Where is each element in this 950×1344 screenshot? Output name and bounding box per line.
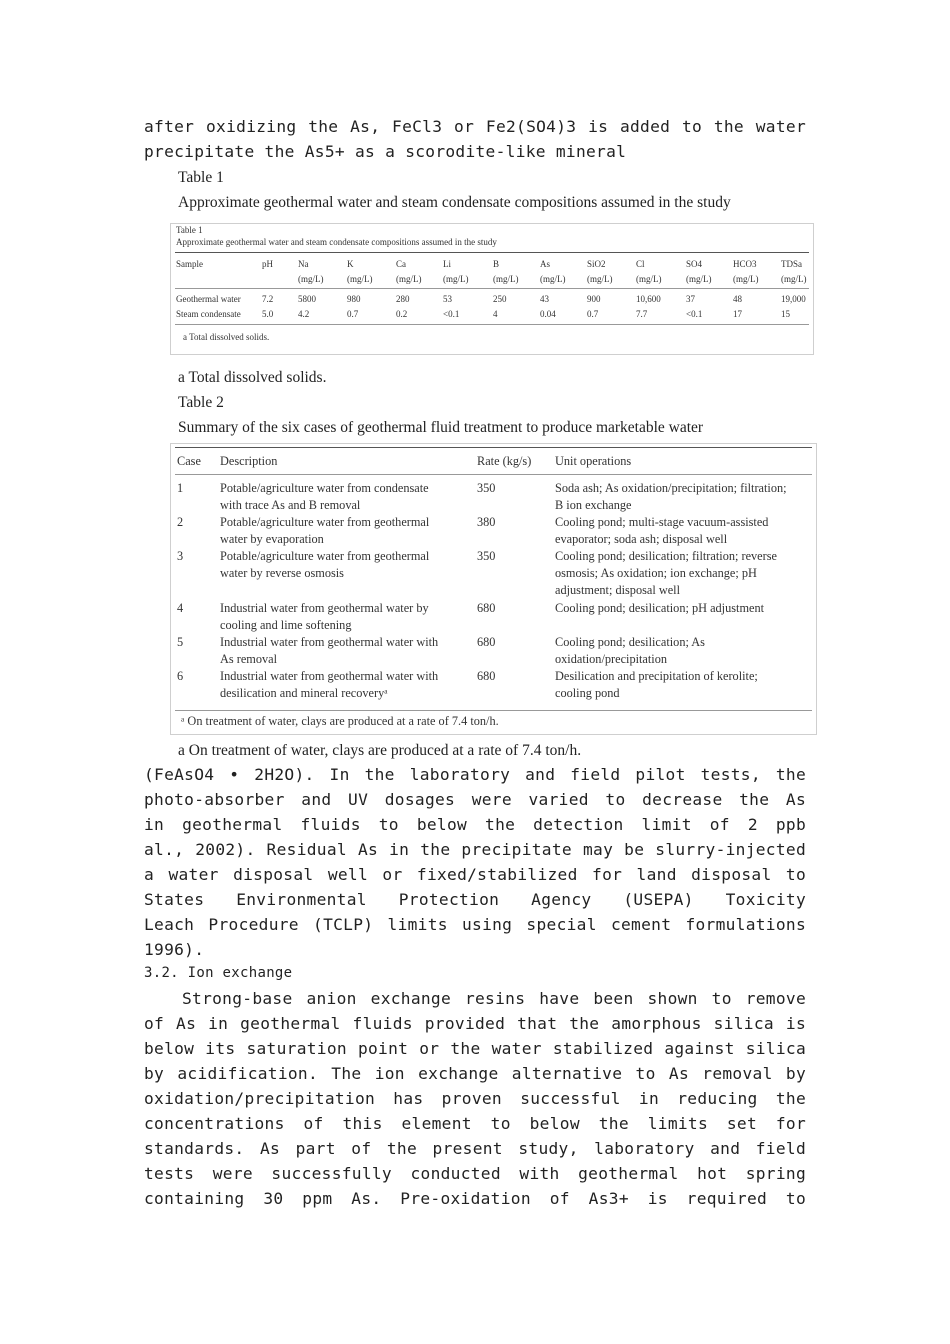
table1-header-cell: Cl	[636, 259, 645, 269]
table2-operations-line: B ion exchange	[555, 498, 632, 512]
table2-description-line: As removal	[220, 652, 278, 666]
table2-header-cell: Rate (kg/s)	[477, 454, 532, 468]
table2-rate-cell: 380	[477, 515, 496, 529]
table1-cell: 0.2	[396, 309, 408, 319]
table1-cell: Steam condensate	[176, 309, 241, 319]
table1-header-unit: (mg/L)	[347, 274, 373, 284]
table2-image	[170, 443, 817, 735]
table1-image-title: Table 1	[176, 225, 203, 235]
text-line: after oxidizing the As, FeCl3 or Fe2(SO4)3 is added to the water	[144, 117, 806, 136]
table1-cell: 4	[493, 309, 498, 319]
text-line: precipitate the As5+ as a scorodite-like mineral	[144, 142, 627, 161]
table1-header-cell: As	[540, 259, 551, 269]
table1-cell: <0.1	[686, 309, 703, 319]
table2-description-line: Industrial water from geothermal water by	[220, 601, 429, 615]
table1-cell: 48	[733, 294, 742, 304]
table1-cell: 10,600	[636, 294, 661, 304]
table2-description-line: with trace As and B removal	[220, 498, 361, 512]
text-line: (FeAsO4 • 2H2O). In the laboratory and field pilot tests, the	[144, 765, 806, 784]
table1-header-cell: Na	[298, 259, 309, 269]
table1-header-cell: Li	[443, 259, 451, 269]
table2-operations-line: Soda ash; As oxidation/precipitation; filtration;	[555, 481, 787, 495]
table1-header-unit: (mg/L)	[733, 274, 759, 284]
table1-header-cell: Sample	[176, 259, 203, 269]
table1-cell: 7.7	[636, 309, 648, 319]
table1-cell: 0.04	[540, 309, 556, 319]
table2-description-line: water by reverse osmosis	[220, 566, 344, 580]
table1-header-unit: (mg/L)	[443, 274, 469, 284]
table2-description-line: Potable/agriculture water from geothermal	[220, 549, 430, 563]
table1-header-unit: (mg/L)	[298, 274, 324, 284]
table1-cell: 5.0	[262, 309, 274, 319]
table1-cell: 980	[347, 294, 361, 304]
table2-header-cell: Unit operations	[555, 454, 632, 468]
table1-header-unit: (mg/L)	[636, 274, 662, 284]
text-line: Leach Procedure (TCLP) limits using special cement formulations	[144, 915, 806, 934]
table2-operations-line: Cooling pond; desilication; filtration; reverse	[555, 549, 777, 563]
table2-header-cell: Description	[220, 454, 278, 468]
table1-header-unit: (mg/L)	[396, 274, 422, 284]
table1-header-cell: pH	[262, 259, 273, 269]
text-line: States Environmental Protection Agency (USEPA) Toxicity	[144, 890, 806, 909]
table-rule	[175, 474, 812, 475]
table2-rate-cell: 680	[477, 601, 496, 615]
table-rule	[175, 288, 809, 289]
text-line: photo-absorber and UV dosages were varied to decrease the As	[144, 790, 806, 809]
table1-header-cell: SO4	[686, 259, 703, 269]
text-line: oxidation/precipitation has proven successful in reducing the	[144, 1089, 806, 1108]
text-line: 1996).	[144, 940, 205, 959]
table1-header-cell: HCO3	[733, 259, 757, 269]
table1-header-cell: B	[493, 259, 500, 269]
table1-cell: 7.2	[262, 294, 274, 304]
table2-operations-line: adjustment; disposal well	[555, 583, 681, 597]
table2-case-cell: 5	[177, 635, 184, 649]
table2-description-line: cooling and lime softening	[220, 618, 352, 632]
table1-cell: <0.1	[443, 309, 460, 319]
text-line: Strong-base anion exchange resins have been shown to remove	[182, 989, 806, 1008]
table2-description-line: Industrial water from geothermal water with	[220, 635, 439, 649]
table-rule	[175, 252, 809, 253]
table2-operations-line: osmosis; As oxidation; ion exchange; pH	[555, 566, 757, 580]
table1-cell: 280	[396, 294, 410, 304]
table1-cell: 53	[443, 294, 452, 304]
table1-cell: 250	[493, 294, 507, 304]
table2-case-cell: 2	[177, 515, 184, 529]
table2-footnote: a On treatment of water, clays are produced at a rate of 7.4 ton/h.	[178, 742, 582, 759]
table2-description-line: desilication and mineral recoveryᵃ	[220, 686, 388, 700]
table1-cell: 0.7	[587, 309, 599, 319]
table2-case-cell: 3	[177, 549, 184, 563]
text-line: containing 30 ppm As. Pre-oxidation of As3+ is required to	[144, 1189, 806, 1208]
table2-operations-line: Cooling pond; desilication; As	[555, 635, 705, 649]
table1-cell: 43	[540, 294, 549, 304]
table1-image	[170, 223, 814, 355]
table2-operations-line: cooling pond	[555, 686, 620, 700]
table1-header-cell: K	[347, 259, 354, 269]
table1-cell: 37	[686, 294, 695, 304]
table2-description-line: Industrial water from geothermal water with	[220, 669, 439, 683]
text-line: in geothermal fluids to below the detection limit of 2 ppb	[144, 815, 806, 834]
section-paragraph	[144, 986, 806, 1211]
table-rule	[175, 447, 812, 448]
text-line: standards. As part of the present study, laboratory and field	[144, 1139, 806, 1158]
table1-header-unit: (mg/L)	[781, 274, 807, 284]
text-line: below its saturation point or the water stabilized against silica	[144, 1039, 806, 1058]
table1-header-unit: (mg/L)	[587, 274, 613, 284]
table2-description-line: water by evaporation	[220, 532, 324, 546]
table1-header-unit: (mg/L)	[686, 274, 712, 284]
table1-label: Table 1	[178, 169, 224, 186]
table1-image-footnote: a Total dissolved solids.	[183, 332, 270, 342]
table2-caption: Summary of the six cases of geothermal fluid treatment to produce marketable water	[178, 419, 704, 436]
table2-header-cell: Case	[177, 454, 201, 468]
table2-operations-line: Cooling pond; multi-stage vacuum-assisted	[555, 515, 769, 529]
table1-cell: Geothermal water	[176, 294, 241, 304]
table2-case-cell: 6	[177, 669, 184, 683]
table-rule	[175, 710, 812, 711]
continuation-paragraph	[144, 762, 806, 962]
table1-caption: Approximate geothermal water and steam condensate compositions assumed in the study	[178, 194, 731, 211]
table2-label: Table 2	[178, 394, 224, 411]
table1-cell: 0.7	[347, 309, 359, 319]
table1-header-cell: Ca	[396, 259, 406, 269]
table2-rate-cell: 680	[477, 669, 496, 683]
table1-cell: 17	[733, 309, 742, 319]
table2-rate-cell: 350	[477, 549, 496, 563]
table2-description-line: Potable/agriculture water from condensate	[220, 481, 429, 495]
text-line: by acidification. The ion exchange alternative to As removal by	[144, 1064, 806, 1083]
table1-header-cell: SiO2	[587, 259, 606, 269]
table1-footnote: a Total dissolved solids.	[178, 369, 327, 386]
table2-case-cell: 4	[177, 601, 184, 615]
table1-cell: 900	[587, 294, 601, 304]
text-line: tests were successfully conducted with geothermal hot spring	[144, 1164, 806, 1183]
text-line: a water disposal well or fixed/stabilized for land disposal to	[144, 865, 806, 884]
table1-cell: 15	[781, 309, 790, 319]
table2-operations-line: oxidation/precipitation	[555, 652, 668, 666]
table1-cell: 5800	[298, 294, 316, 304]
table1-header-unit: (mg/L)	[493, 274, 519, 284]
table2-rate-cell: 350	[477, 481, 496, 495]
table1-header-cell: TDSa	[781, 259, 802, 269]
section-heading: 3.2. Ion exchange	[144, 965, 293, 981]
table1-cell: 19,000	[781, 294, 806, 304]
table1-header-unit: (mg/L)	[540, 274, 566, 284]
table2-case-cell: 1	[177, 481, 184, 495]
intro-paragraph	[144, 114, 806, 164]
table2-image-footnote: ᵃ On treatment of water, clays are produced at a rate of 7.4 ton/h.	[181, 714, 499, 728]
table2-rate-cell: 680	[477, 635, 496, 649]
table2-operations-line: evaporator; soda ash; disposal well	[555, 532, 728, 546]
table1-image-subtitle: Approximate geothermal water and steam condensate compositions assumed in the study	[176, 237, 497, 247]
table-rule	[175, 324, 809, 325]
table2-description-line: Potable/agriculture water from geothermal	[220, 515, 430, 529]
table2-operations-line: Cooling pond; desilication; pH adjustment	[555, 601, 765, 615]
text-line: al., 2002). Residual As in the precipitate may be slurry-injected	[144, 840, 806, 859]
table1-cell: 4.2	[298, 309, 310, 319]
text-line: of As in geothermal fluids provided that the amorphous silica is	[144, 1014, 806, 1033]
text-line: concentrations of this element to below the limits set for	[144, 1114, 806, 1133]
table2-operations-line: Desilication and precipitation of kerolite;	[555, 669, 758, 683]
